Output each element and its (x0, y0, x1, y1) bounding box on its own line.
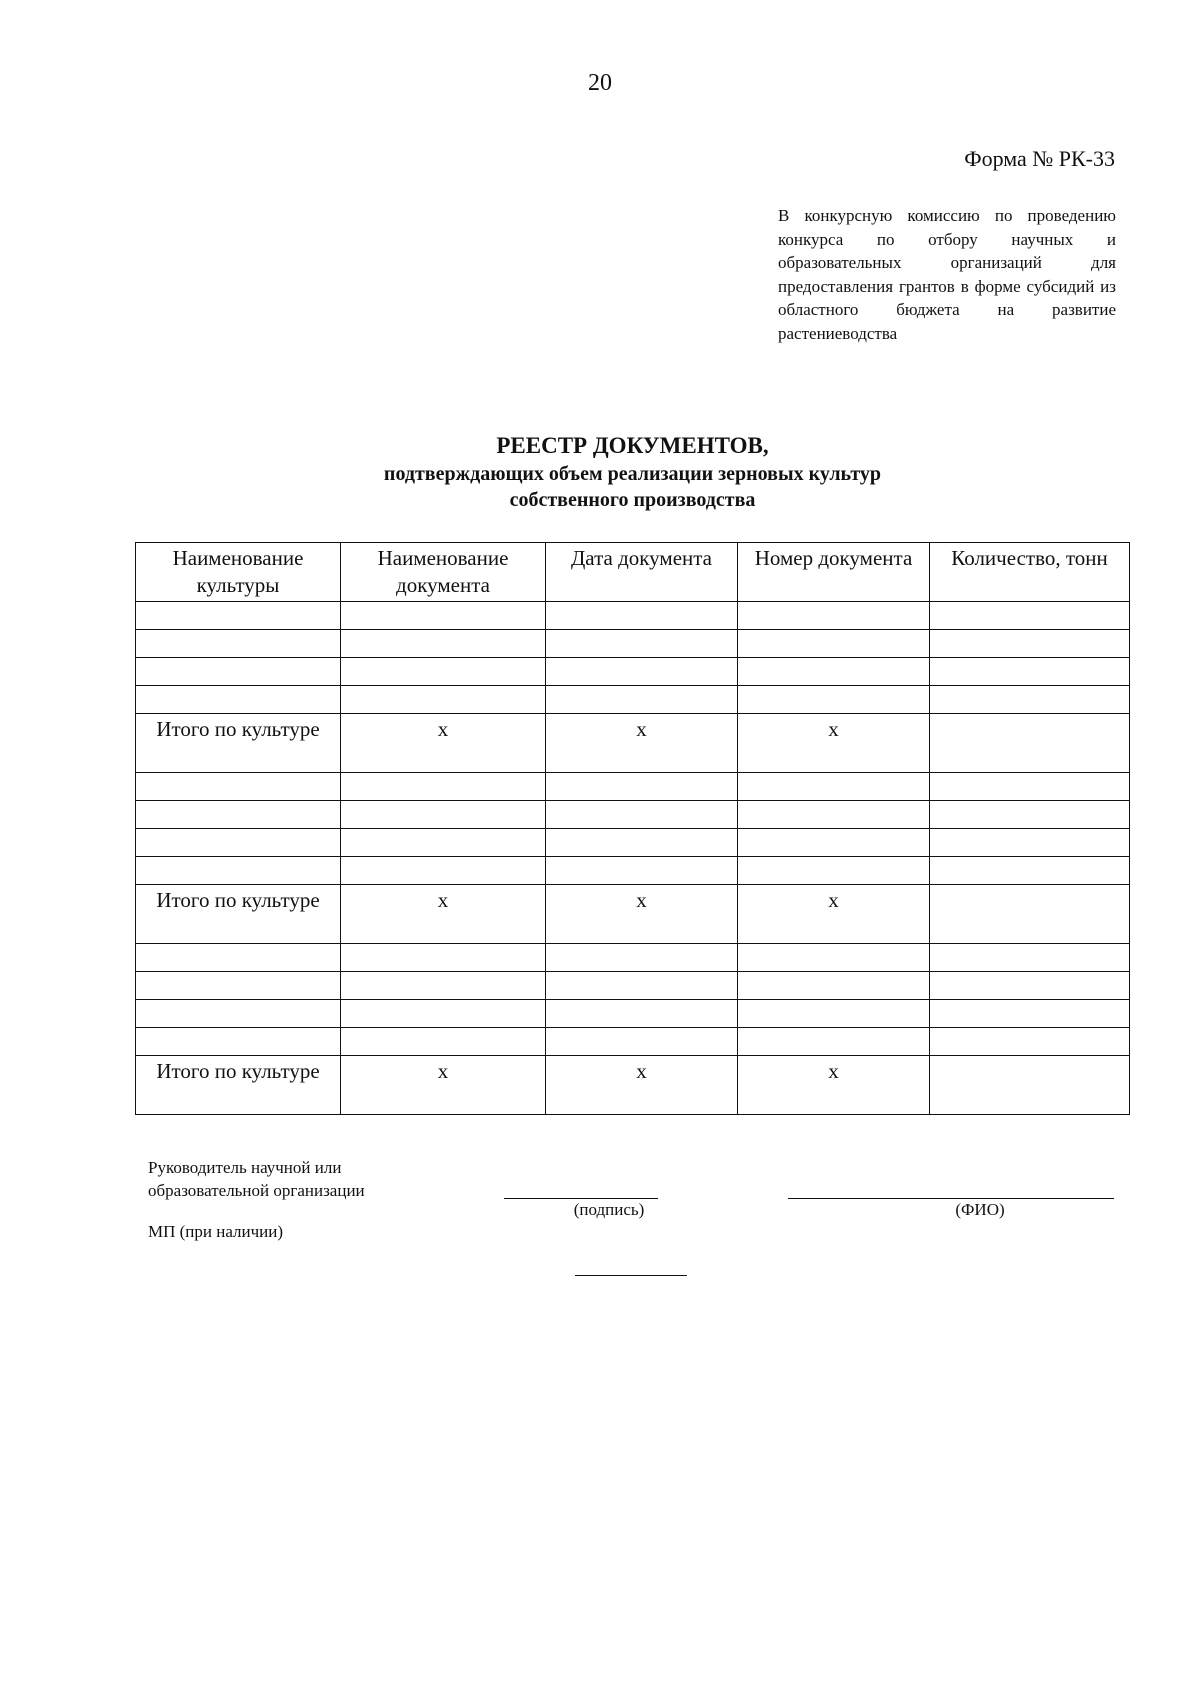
table-cell (738, 773, 930, 801)
total-label: Итого по культуре (136, 885, 341, 944)
table-cell (546, 1000, 738, 1028)
cross-mark: х (341, 1056, 546, 1115)
table-cell (341, 829, 546, 857)
head-of-organization-label: Руководитель научной или образовательной организации (148, 1158, 365, 1200)
table-cell (136, 801, 341, 829)
registry-table (135, 542, 1130, 1115)
table-cell (136, 773, 341, 801)
table-cell (136, 658, 341, 686)
table-row (136, 829, 1130, 857)
table-cell (738, 1000, 930, 1028)
fio-line (788, 1198, 1114, 1199)
table-cell (930, 801, 1130, 829)
table-row (136, 602, 1130, 630)
end-rule (575, 1275, 687, 1276)
total-row (136, 1056, 1130, 1115)
table-cell (930, 658, 1130, 686)
table-cell (546, 801, 738, 829)
cross-mark: х (738, 1056, 930, 1115)
table-cell (930, 773, 1130, 801)
table-row (136, 630, 1130, 658)
total-quantity-cell (930, 885, 1130, 944)
signature-caption: (подпись) (573, 1200, 645, 1219)
table-cell (930, 944, 1130, 972)
table-cell (341, 1000, 546, 1028)
table-cell (738, 944, 930, 972)
header-document-number: Номер документа (738, 543, 930, 602)
title-block (0, 430, 1200, 513)
table-row (136, 658, 1130, 686)
table-cell (930, 1000, 1130, 1028)
table-row (136, 686, 1130, 714)
table-cell (136, 829, 341, 857)
table-cell (930, 857, 1130, 885)
registry-body (136, 602, 1130, 1115)
table-cell (930, 1028, 1130, 1056)
page-number: 20 (588, 70, 612, 96)
table-row (136, 1000, 1130, 1028)
cross-mark: х (546, 714, 738, 773)
table-cell (738, 801, 930, 829)
table-cell (341, 801, 546, 829)
signature-line (504, 1198, 658, 1199)
table-cell (341, 602, 546, 630)
header-crop-name: Наименование культуры (136, 543, 341, 602)
cross-mark: х (546, 1056, 738, 1115)
table-cell (136, 1028, 341, 1056)
total-quantity-cell (930, 1056, 1130, 1115)
total-label: Итого по культуре (136, 1056, 341, 1115)
total-row (136, 714, 1130, 773)
cross-mark: х (341, 714, 546, 773)
total-row (136, 885, 1130, 944)
total-quantity-cell (930, 714, 1130, 773)
document-title: РЕЕСТР ДОКУМЕНТОВ, (496, 433, 769, 458)
table-cell (341, 630, 546, 658)
table-cell (930, 829, 1130, 857)
table-cell (341, 1028, 546, 1056)
table-cell (738, 630, 930, 658)
fio-caption: (ФИО) (955, 1200, 1005, 1219)
addressee-block: В конкурсную комиссию по проведению конкурса по отбору научных и образовательных организаций для предоставления грантов в форме субсидий из областного бюджета на развитие растениеводства (778, 206, 1116, 343)
table-row (136, 944, 1130, 972)
table-cell (341, 857, 546, 885)
table-cell (738, 686, 930, 714)
table-row (136, 1028, 1130, 1056)
table-cell (930, 630, 1130, 658)
table-cell (546, 686, 738, 714)
document-subtitle: подтверждающих объем реализации зерновых культур собственного производства (383, 463, 882, 511)
table-row (136, 857, 1130, 885)
form-number: Форма № РК-33 (964, 146, 1115, 171)
table-cell (136, 602, 341, 630)
cross-mark: х (546, 885, 738, 944)
table-cell (738, 1028, 930, 1056)
cross-mark: х (341, 885, 546, 944)
table-cell (738, 972, 930, 1000)
table-cell (136, 972, 341, 1000)
table-cell (136, 630, 341, 658)
table-row (136, 972, 1130, 1000)
table-row (136, 801, 1130, 829)
table-cell (930, 972, 1130, 1000)
header-document-name: Наименование документа (341, 543, 546, 602)
header-quantity: Количество, тонн (930, 543, 1130, 602)
table-cell (136, 857, 341, 885)
table-cell (546, 658, 738, 686)
table-cell (136, 944, 341, 972)
header-document-date: Дата документа (546, 543, 738, 602)
stamp-label: МП (при наличии) (148, 1222, 284, 1241)
cross-mark: х (738, 714, 930, 773)
table-cell (341, 686, 546, 714)
table-cell (546, 972, 738, 1000)
table-cell (136, 686, 341, 714)
table-cell (738, 857, 930, 885)
table-cell (546, 829, 738, 857)
table-cell (546, 630, 738, 658)
table-cell (738, 829, 930, 857)
table-cell (546, 773, 738, 801)
table-cell (546, 944, 738, 972)
table-cell (546, 857, 738, 885)
table-cell (136, 1000, 341, 1028)
table-cell (341, 944, 546, 972)
table-cell (341, 972, 546, 1000)
table-cell (738, 658, 930, 686)
total-label: Итого по культуре (136, 714, 341, 773)
table-cell (546, 602, 738, 630)
table-cell (341, 773, 546, 801)
table-cell (738, 602, 930, 630)
table-cell (930, 686, 1130, 714)
table-header-row (136, 543, 1130, 602)
table-cell (546, 1028, 738, 1056)
table-cell (930, 602, 1130, 630)
table-row (136, 773, 1130, 801)
cross-mark: х (738, 885, 930, 944)
table-cell (341, 658, 546, 686)
